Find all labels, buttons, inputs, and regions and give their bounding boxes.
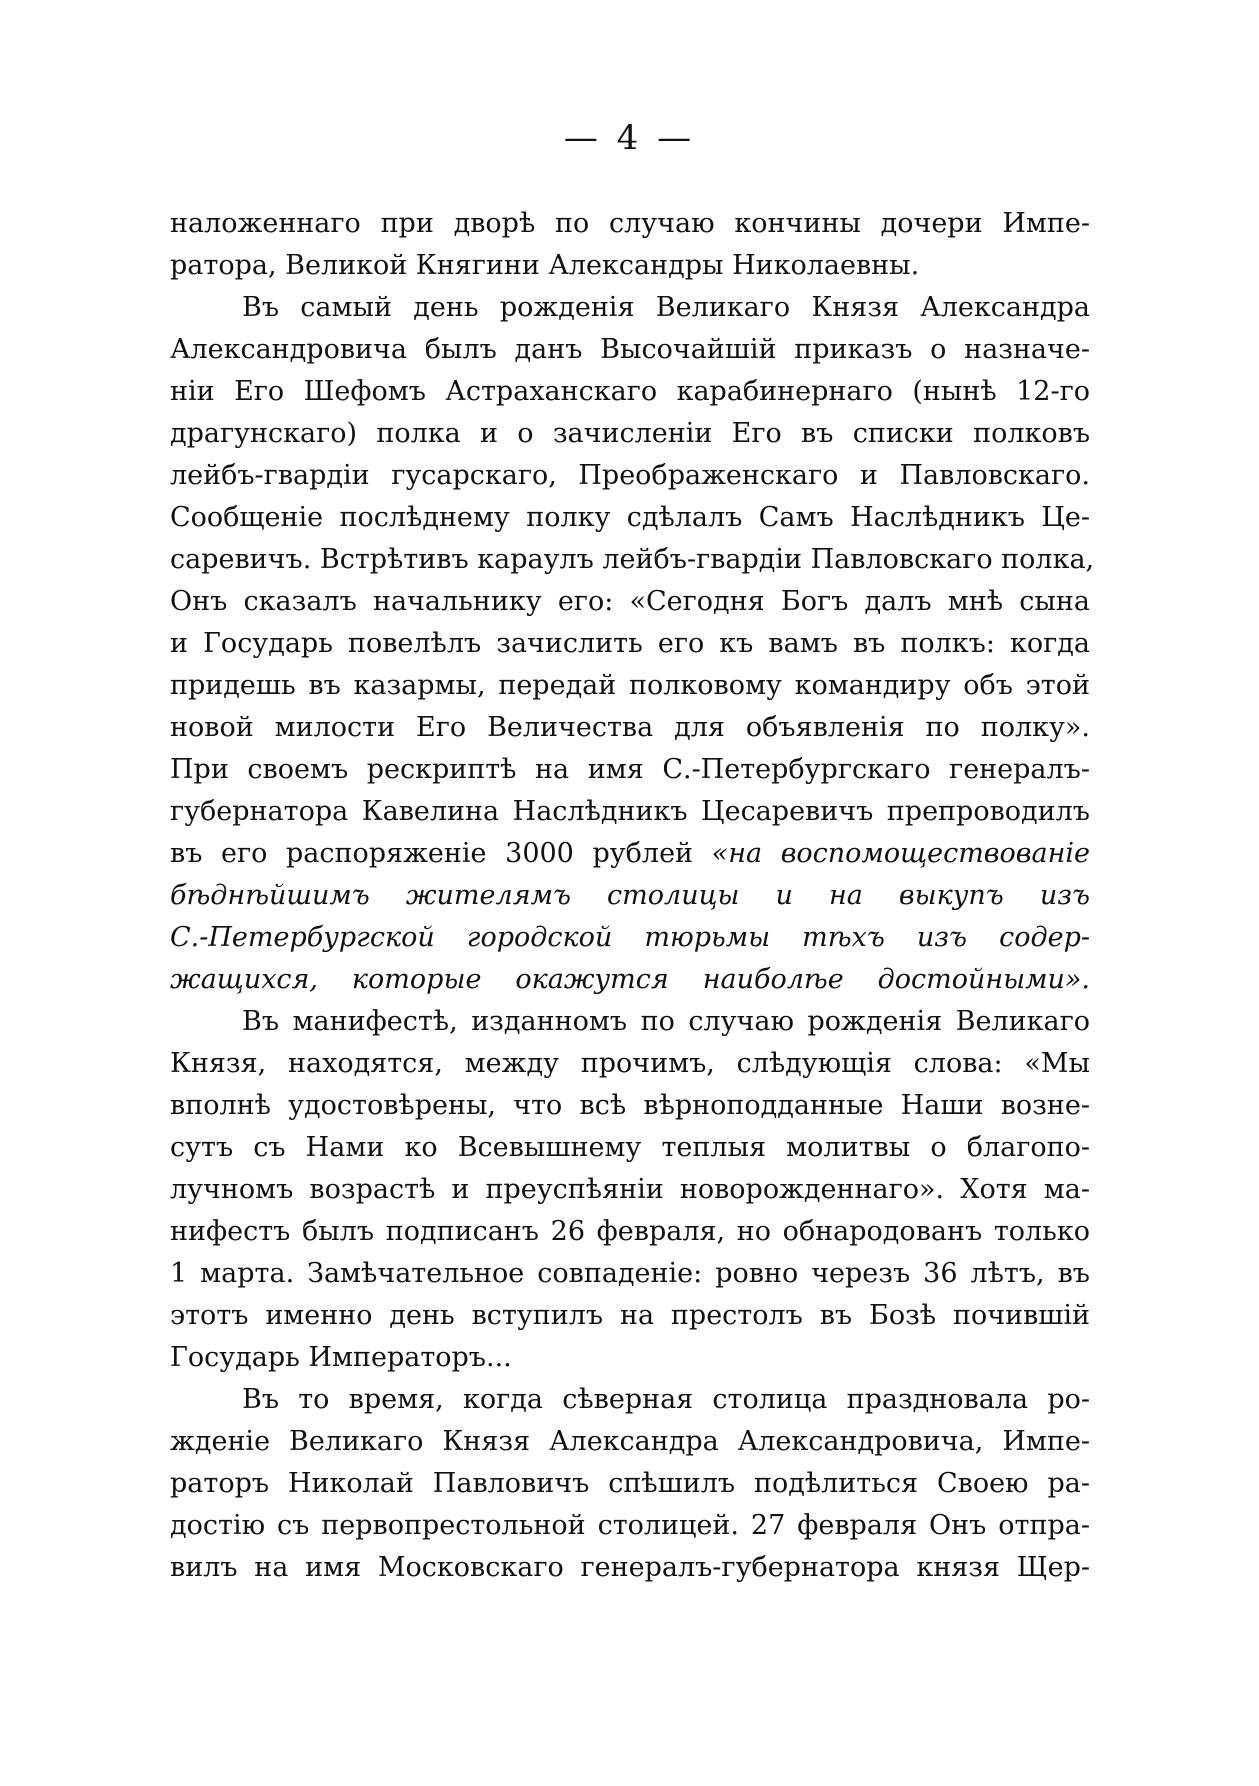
body-text: [170, 203, 1095, 1589]
text-line-italic: С.-Петербургской городской тюрьмы тѣхъ изъ содер-: [170, 922, 1090, 953]
text-line: [170, 1463, 1090, 1505]
text-line-italic: бѣднѣйшимъ жителямъ столицы и на выкупъ изъ: [170, 880, 1090, 911]
text-line: [170, 959, 1090, 1001]
text-line-roman: и Государь повелѣлъ зачислить его къ вамъ въ полкъ: когда: [170, 628, 1090, 659]
text-line-roman: При своемъ рескриптѣ на имя С.-Петербургскаго генералъ-: [170, 754, 1090, 785]
text-line-roman: губернатора Кавелина Наслѣдникъ Цесаревичъ препроводилъ: [170, 796, 1090, 827]
text-line-roman: наложеннаго при дворѣ по случаю кончины дочери Импе-: [170, 208, 1090, 239]
text-line: [170, 665, 1090, 707]
text-line: [170, 371, 1090, 413]
text-line-roman: придешь въ казармы, передай полковому командиру объ этой: [170, 670, 1090, 701]
text-line: [170, 1127, 1090, 1169]
text-line-italic: «на воспомоществованіе: [711, 838, 1090, 869]
text-line: [170, 329, 1090, 371]
text-line-roman: раторъ Николай Павловичъ спѣшилъ подѣлиться Своею ра-: [170, 1468, 1090, 1499]
text-line: [170, 497, 1090, 539]
text-line: [170, 1211, 1090, 1253]
text-line: [170, 623, 1090, 665]
text-line-roman: сутъ съ Нами ко Всевышнему теплыя молитвы о благопо-: [170, 1132, 1090, 1163]
text-line: [170, 539, 1095, 581]
text-line: [170, 203, 1090, 245]
text-line: [170, 245, 1090, 287]
text-line: [170, 1085, 1090, 1127]
text-line-roman: въ его распоряженіе 3000 рублей: [170, 838, 712, 869]
text-line: [170, 1421, 1090, 1463]
text-line: [170, 1547, 1090, 1589]
text-line-roman: саревичъ. Встрѣтивъ караулъ лейбъ-гвардіи Павловскаго полка,: [170, 544, 1095, 575]
text-line-roman: лучномъ возрастѣ и преуспѣяніи новорожденнаго». Хотя ма-: [170, 1174, 1090, 1205]
text-line-roman: ратора, Великой Княгини Александры Николаевны.: [170, 250, 920, 281]
text-line-roman: этотъ именно день вступилъ на престолъ въ Бозѣ почившій: [170, 1300, 1090, 1331]
text-line-roman: драгунскаго) полка и о зачисленіи Его въ списки полковъ: [170, 418, 1090, 449]
text-line-roman: Въ манифестѣ, изданномъ по случаю рожденія Великаго: [242, 1006, 1090, 1037]
text-line-roman: Въ то время, когда сѣверная столица праздновала ро-: [242, 1384, 1090, 1415]
text-line: [170, 413, 1090, 455]
text-line: [170, 1169, 1090, 1211]
text-line-roman: новой милости Его Величества для объявленія по полку».: [170, 712, 1090, 743]
text-line: [170, 1001, 1090, 1043]
text-line: [170, 749, 1090, 791]
text-line-roman: достію съ первопрестольной столицей. 27 февраля Онъ отпра-: [170, 1510, 1090, 1541]
text-line: [170, 917, 1090, 959]
text-line: [170, 791, 1090, 833]
text-line: [170, 1505, 1090, 1547]
text-line-roman: лейбъ-гвардіи гусарскаго, Преображенскаго и Павловскаго.: [170, 460, 1090, 491]
text-line-roman: 1 марта. Замѣчательное совпаденіе: ровно черезъ 36 лѣтъ, въ: [170, 1258, 1090, 1289]
text-line-italic: жащихся, которые окажутся наиболѣе достойными».: [170, 964, 1090, 995]
text-line: [170, 287, 1090, 329]
text-line: [170, 1253, 1090, 1295]
text-line: [170, 1043, 1090, 1085]
text-line-roman: жденіе Великаго Князя Александра Александровича, Импе-: [170, 1426, 1090, 1457]
text-line: [170, 707, 1090, 749]
text-line-roman: нифестъ былъ подписанъ 26 февраля, но обнародованъ только: [170, 1216, 1090, 1247]
text-line: [170, 1337, 1090, 1379]
text-line-roman: вполнѣ удостовѣрены, что всѣ вѣрноподданные Наши возне-: [170, 1090, 1090, 1121]
text-line-roman: вилъ на имя Московскаго генералъ-губернатора князя Щер-: [170, 1552, 1090, 1583]
text-line: [170, 1379, 1090, 1421]
text-line-roman: ніи Его Шефомъ Астраханскаго карабинернаго (нынѣ 12-го: [170, 376, 1090, 407]
text-line: [170, 581, 1090, 623]
text-line-roman: Онъ сказалъ начальнику его: «Сегодня Богъ далъ мнѣ сына: [170, 586, 1090, 617]
text-line-roman: Государь Императоръ...: [170, 1342, 512, 1373]
text-line-roman: Александровича былъ данъ Высочайшій приказъ о назначе-: [170, 334, 1090, 365]
text-line: [170, 1295, 1090, 1337]
page-number: — 4 —: [563, 118, 696, 158]
text-line-roman: Сообщеніе послѣднему полку сдѣлалъ Самъ Наслѣдникъ Це-: [170, 502, 1090, 533]
text-line: [170, 875, 1090, 917]
text-line-roman: Въ самый день рожденія Великаго Князя Александра: [242, 292, 1090, 323]
text-line: [170, 833, 1090, 875]
text-line: [170, 455, 1090, 497]
text-line-roman: Князя, находятся, между прочимъ, слѣдующія слова: «Мы: [170, 1048, 1090, 1079]
